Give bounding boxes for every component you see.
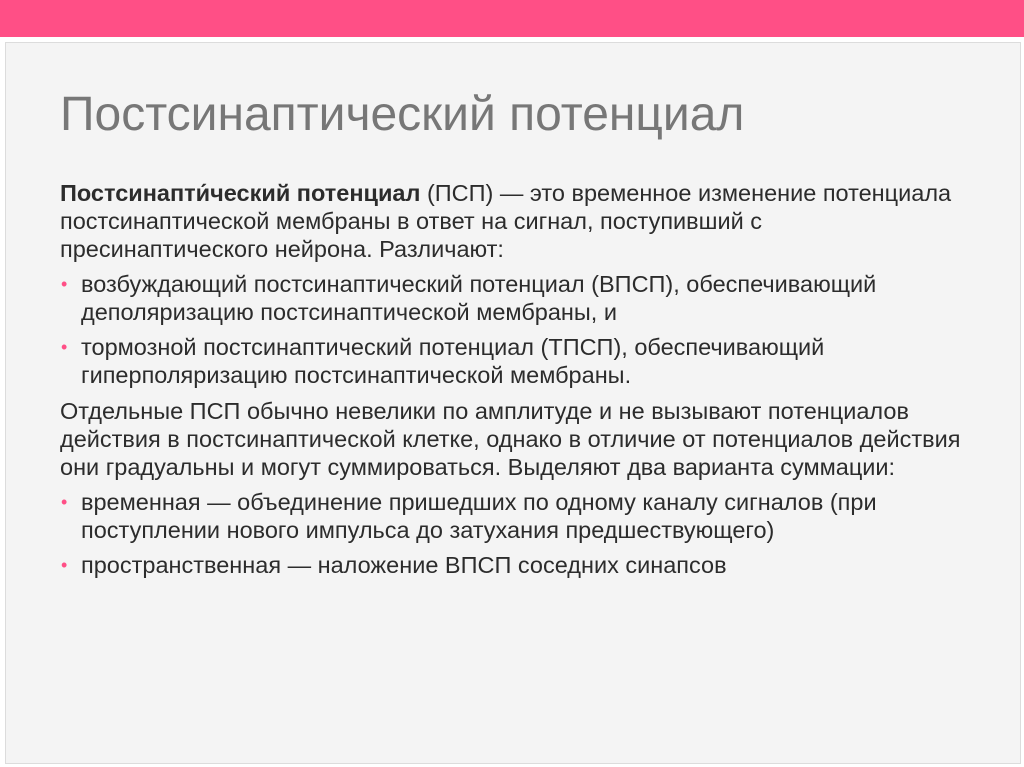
summation-list [60, 488, 970, 579]
intro-term: Постсинапти́ческий потенциал [60, 180, 421, 206]
bullet-icon: • [61, 274, 68, 294]
slide-content [60, 179, 970, 579]
intro-text: (ПСП) — это временное изменение потенциала постсинаптической мембраны в ответ на сигнал, поступивший с пресинаптического нейрона. Различают: [60, 180, 952, 262]
bullet-icon: • [61, 492, 68, 512]
list-item [60, 551, 970, 579]
list-item [60, 488, 970, 544]
list-item-text: возбуждающий постсинаптический потенциал (ВПСП), обеспечивающий деполяризацию постсинаптической мембраны, и [81, 271, 877, 325]
list-item [60, 270, 970, 326]
summary-paragraph: Отдельные ПСП обычно невелики по амплитуде и не вызывают потенциалов действия в постсинаптической клетке, однако в отличие от потенциалов действия они градуальны и могут суммироваться. Выделяют два варианта суммации: [60, 398, 961, 480]
bullet-icon: • [61, 337, 68, 357]
top-accent-bar [0, 0, 1024, 37]
list-item-text: пространственная — наложение ВПСП соседних синапсов [81, 552, 727, 578]
psp-types-list [60, 270, 970, 389]
slide-title: Постсинаптический потенциал [60, 88, 745, 141]
intro-paragraph [60, 179, 970, 263]
list-item-text: временная — объединение пришедших по одному каналу сигналов (при поступлении нового импульса до затухания предшествующего) [81, 489, 877, 543]
bullet-icon: • [61, 555, 68, 575]
list-item [60, 333, 970, 389]
list-item-text: тормозной постсинаптический потенциал (ТПСП), обеспечивающий гиперполяризацию постсинаптической мембраны. [81, 334, 825, 388]
